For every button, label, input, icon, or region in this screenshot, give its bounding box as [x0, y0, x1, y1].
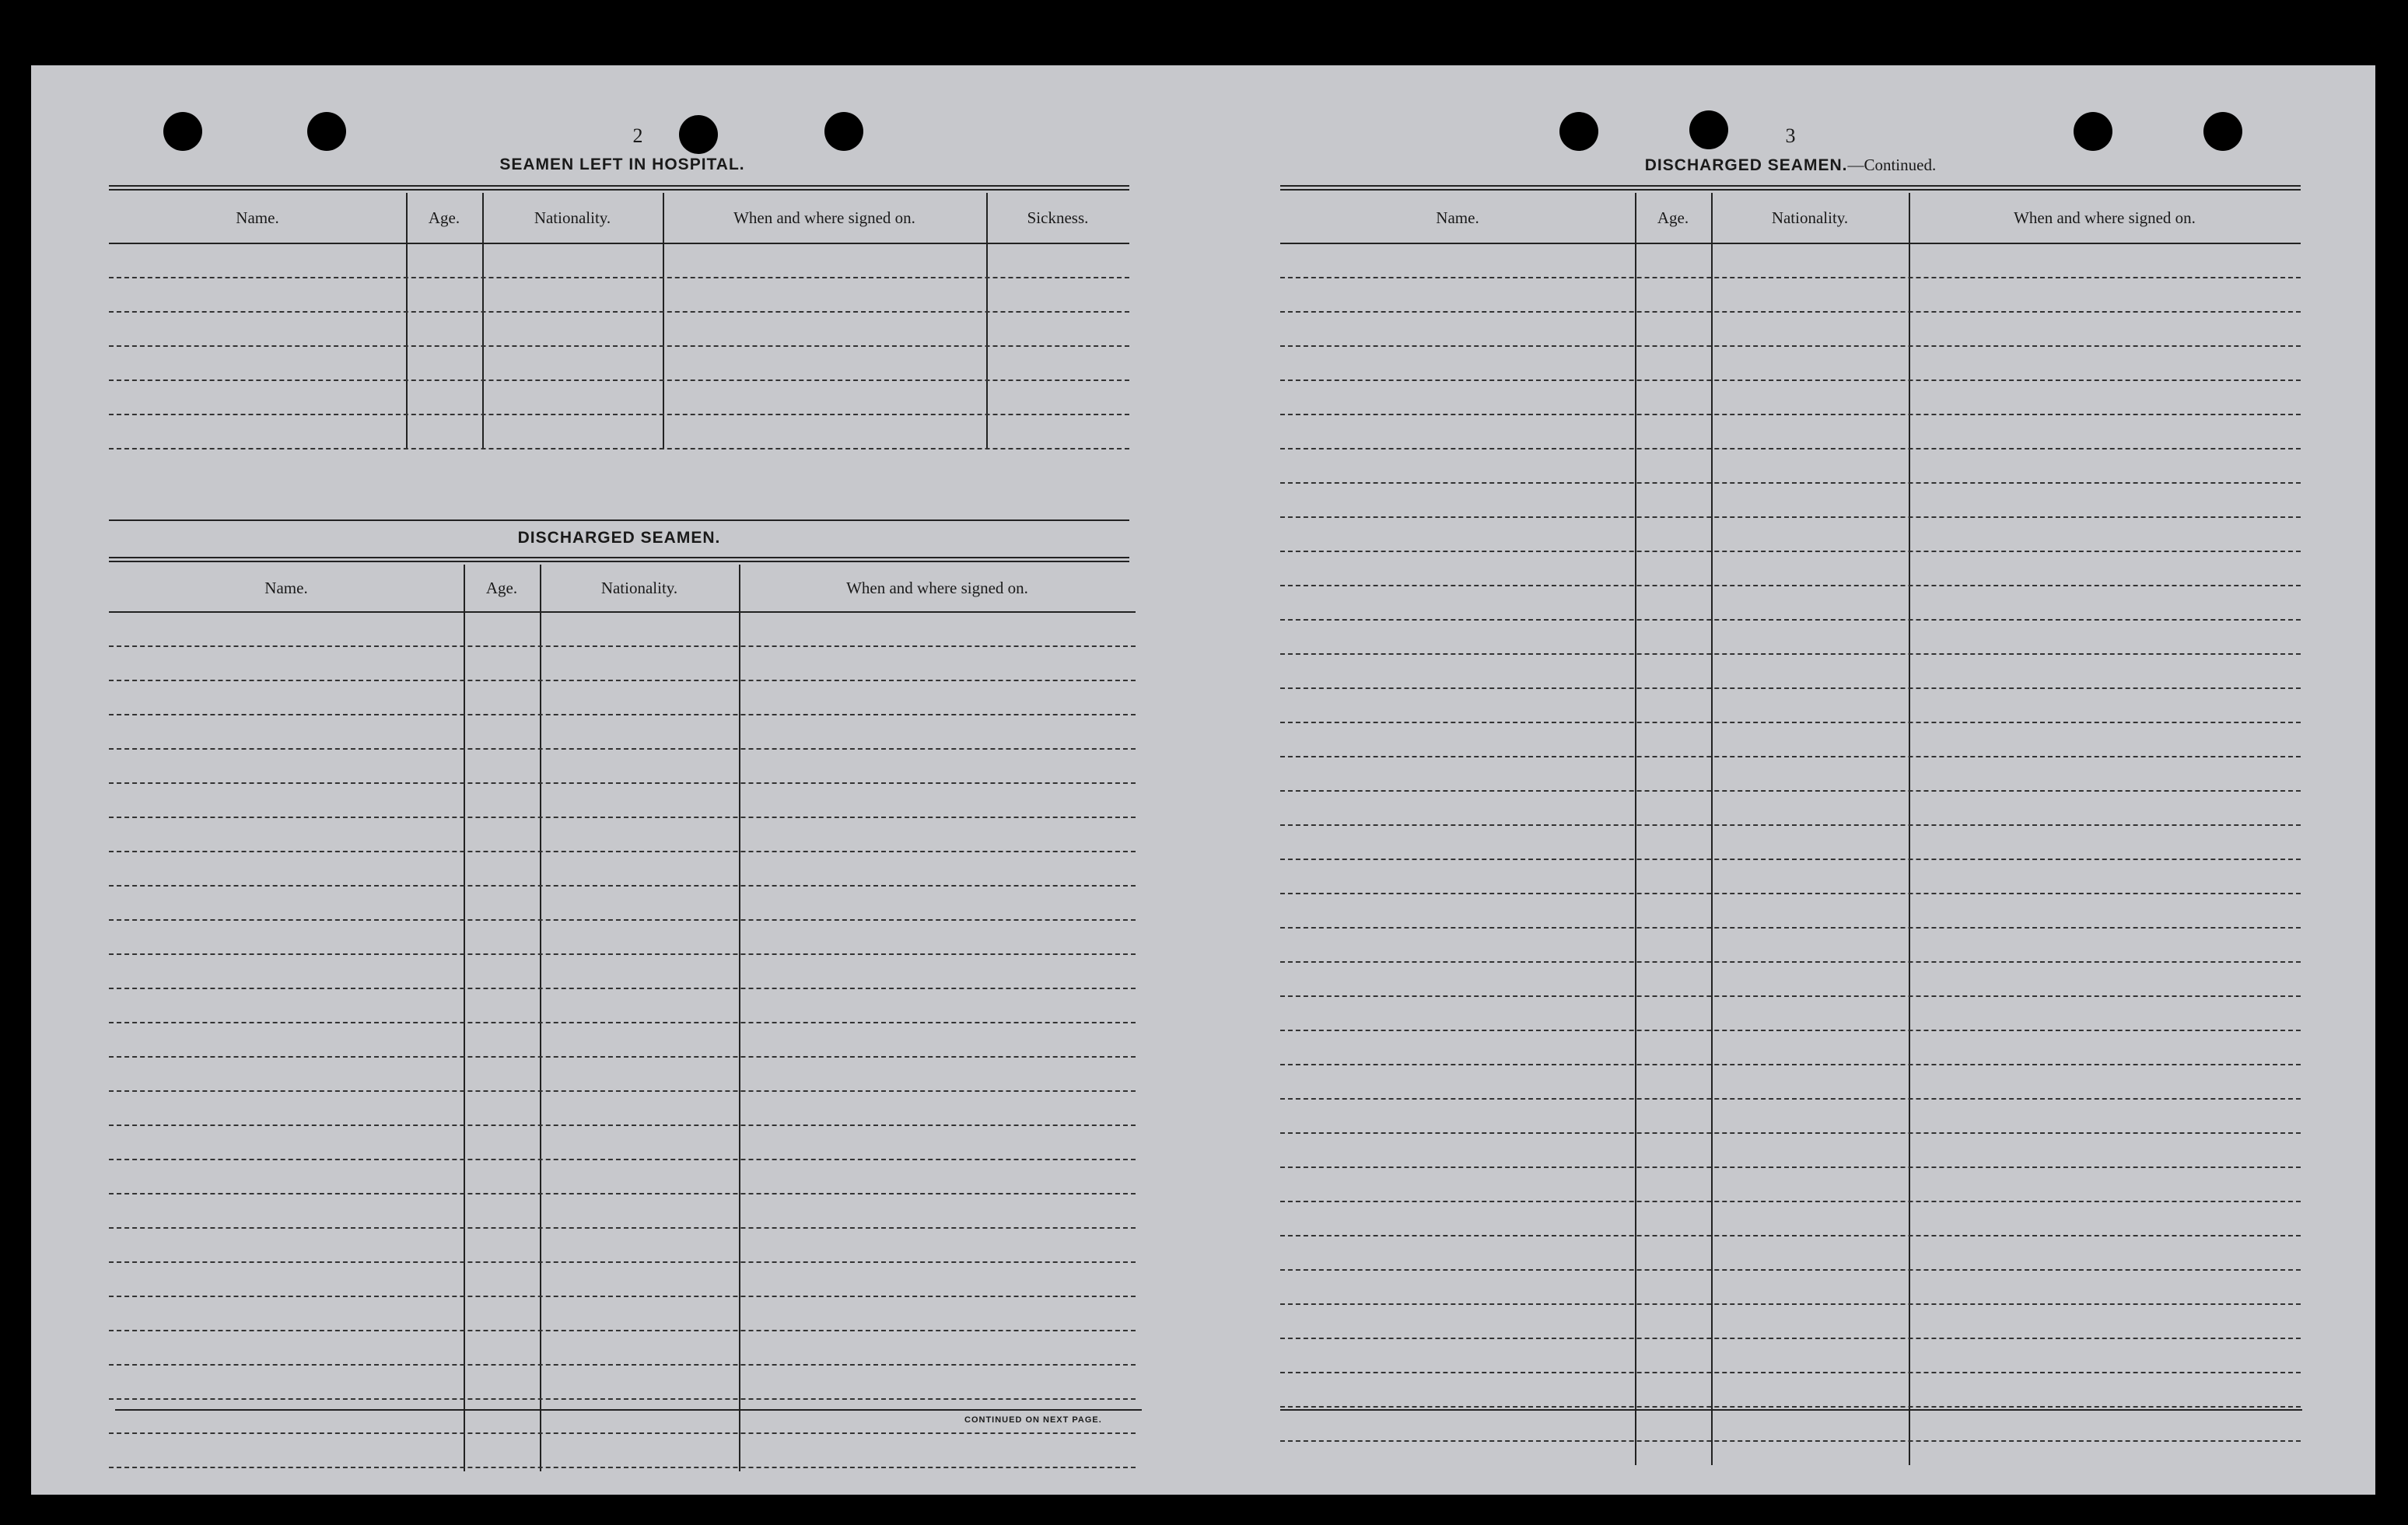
hospital-table — [109, 193, 1129, 449]
table-row — [1280, 448, 2301, 449]
table-row — [1280, 380, 2301, 381]
section-title-suffix: —Continued. — [1847, 156, 1937, 174]
section-title-hospital: SEAMEN LEFT IN HOSPITAL. — [499, 156, 745, 173]
table-row — [109, 414, 1129, 415]
table-row — [1280, 927, 2301, 929]
table-row — [1280, 1303, 2301, 1305]
table-row — [109, 953, 1136, 955]
table-row — [1280, 1440, 2301, 1442]
double-rule — [1280, 185, 2301, 191]
table-row — [1280, 1166, 2301, 1168]
table-row — [109, 1193, 1136, 1194]
column-header-age: Age. — [485, 578, 518, 597]
table-row — [1280, 824, 2301, 826]
column-header-sickness: Sickness. — [1027, 208, 1089, 227]
table-row — [109, 714, 1136, 715]
table-row — [109, 851, 1136, 852]
table-row — [1280, 1269, 2301, 1271]
left-page — [109, 65, 1167, 1495]
table-row — [109, 919, 1136, 921]
column-divider — [406, 193, 408, 449]
table-row — [1280, 277, 2301, 278]
table-row — [1280, 790, 2301, 792]
column-header-nationality: Nationality. — [600, 578, 678, 597]
table-row — [1280, 585, 2301, 586]
table-row — [109, 748, 1136, 750]
table-row — [1280, 1406, 2301, 1408]
table-row — [1280, 722, 2301, 723]
table-row — [1280, 961, 2301, 963]
table-row — [1280, 482, 2301, 484]
table-header — [109, 565, 1136, 613]
table-row — [1280, 1132, 2301, 1134]
column-divider — [1711, 193, 1713, 1465]
column-divider — [1635, 193, 1636, 1465]
bottom-rule — [115, 1409, 1142, 1411]
table-row — [109, 680, 1136, 681]
column-divider — [663, 193, 664, 449]
table-row — [1280, 1030, 2301, 1031]
table-row — [109, 885, 1136, 887]
table-row — [1280, 414, 2301, 415]
column-header-signed-on: When and where signed on. — [2014, 208, 2196, 227]
table-row — [1280, 551, 2301, 552]
table-row — [109, 1330, 1136, 1331]
table-row — [109, 1022, 1136, 1023]
table-row — [1280, 345, 2301, 347]
column-header-nationality: Nationality. — [534, 208, 611, 227]
table-row — [109, 1364, 1136, 1366]
column-header-age: Age. — [1657, 208, 1689, 227]
table-row — [109, 1090, 1136, 1092]
column-divider — [986, 193, 988, 449]
discharged-continued-table — [1280, 193, 2301, 1465]
table-row — [1280, 619, 2301, 621]
discharged-table — [109, 565, 1136, 1471]
table-row — [1280, 516, 2301, 518]
table-row — [1280, 995, 2301, 997]
document-sheet — [31, 65, 2375, 1495]
table-row — [1280, 1201, 2301, 1202]
column-header-name: Name. — [264, 578, 308, 597]
section-title-main: DISCHARGED SEAMEN. — [1644, 156, 1848, 174]
table-row — [109, 645, 1136, 647]
section-title-discharged: DISCHARGED SEAMEN. — [517, 529, 721, 547]
column-header-nationality: Nationality. — [1771, 208, 1849, 227]
column-header-age: Age. — [428, 208, 460, 227]
table-row — [109, 782, 1136, 784]
column-header-signed-on: When and where signed on. — [846, 578, 1028, 597]
page-number: 3 — [1785, 124, 1796, 147]
column-divider — [739, 565, 740, 1471]
table-row — [109, 345, 1129, 347]
section-title-discharged-continued — [1280, 156, 2301, 175]
table-row — [1280, 1235, 2301, 1236]
table-header — [1280, 193, 2301, 244]
table-row — [109, 988, 1136, 989]
double-rule — [109, 557, 1129, 562]
table-row — [109, 817, 1136, 818]
table-row — [109, 1467, 1136, 1468]
column-divider — [482, 193, 484, 449]
table-row — [1280, 1338, 2301, 1339]
table-row — [1280, 311, 2301, 313]
column-header-name: Name. — [236, 208, 279, 227]
column-divider — [464, 565, 465, 1471]
double-rule — [109, 185, 1129, 191]
column-divider — [540, 565, 541, 1471]
column-divider — [1909, 193, 1910, 1465]
table-row — [1280, 687, 2301, 689]
column-header-signed-on: When and where signed on. — [733, 208, 915, 227]
table-row — [109, 1125, 1136, 1126]
table-row — [109, 277, 1129, 278]
column-header-name: Name. — [1436, 208, 1479, 227]
table-row — [109, 1432, 1136, 1434]
table-row — [109, 1056, 1136, 1058]
table-header — [109, 193, 1129, 244]
bottom-rule — [1280, 1409, 2302, 1411]
table-row — [109, 380, 1129, 381]
table-row — [109, 1398, 1136, 1400]
table-row — [109, 1296, 1136, 1297]
table-row — [1280, 653, 2301, 655]
double-rule — [109, 519, 1129, 521]
table-row — [1280, 893, 2301, 894]
page-number: 2 — [632, 124, 643, 147]
table-row — [109, 1261, 1136, 1263]
table-row — [1280, 1098, 2301, 1100]
table-row — [1280, 1372, 2301, 1373]
continued-note: CONTINUED ON NEXT PAGE. — [964, 1415, 1102, 1425]
table-row — [109, 311, 1129, 313]
table-row — [109, 1227, 1136, 1229]
table-row — [1280, 1064, 2301, 1065]
table-row — [1280, 859, 2301, 860]
table-row — [109, 1159, 1136, 1160]
right-page — [1280, 65, 2338, 1495]
table-row — [1280, 756, 2301, 757]
table-row — [109, 448, 1129, 449]
